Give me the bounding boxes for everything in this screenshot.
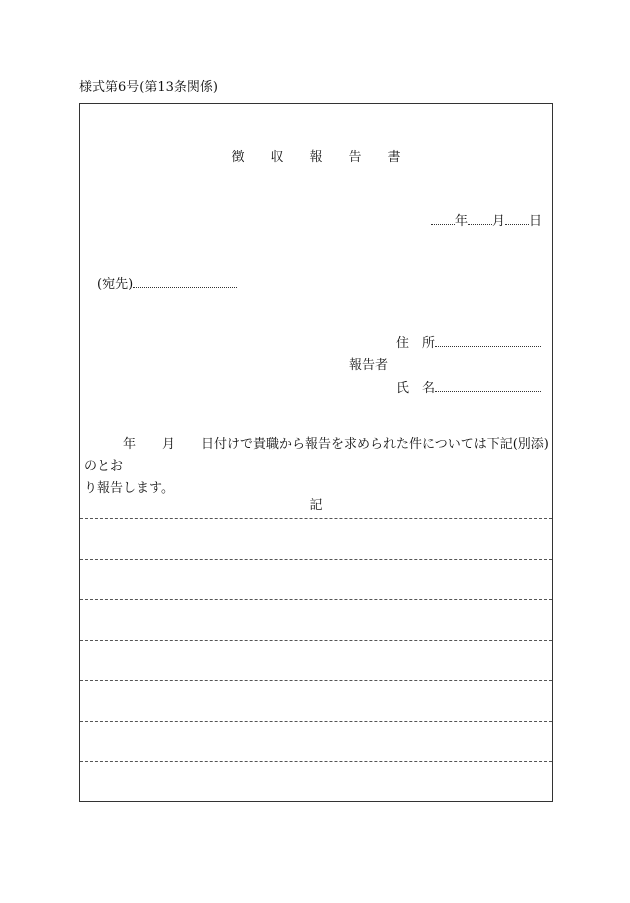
- form-number-label: 様式第6号(第13条関係): [79, 80, 218, 95]
- addressee-blank[interactable]: [133, 275, 237, 288]
- form-frame: [79, 103, 553, 802]
- record-line[interactable]: [80, 640, 552, 641]
- year-blank[interactable]: [431, 212, 455, 225]
- body-line-1: 年 月 日付けで貴職から報告を求められた件については下記(別添)のとお: [84, 437, 549, 474]
- record-line[interactable]: [80, 559, 552, 560]
- reporter-name-row: [396, 379, 541, 395]
- address-blank[interactable]: [435, 334, 541, 347]
- name-blank[interactable]: [435, 379, 541, 392]
- day-blank[interactable]: [505, 212, 529, 225]
- record-line[interactable]: [80, 518, 552, 519]
- record-line[interactable]: [80, 599, 552, 600]
- document-title: 徴 収 報 告 書: [231, 150, 401, 165]
- name-label: 氏 名: [396, 381, 436, 396]
- reporter-label: 報告者: [349, 358, 389, 373]
- body-line-2: り報告します。: [84, 481, 174, 496]
- year-label: 年: [455, 214, 469, 229]
- addressee-line: [97, 275, 237, 291]
- record-line[interactable]: [80, 680, 552, 681]
- date-line: [431, 212, 542, 228]
- ki-label: 記: [309, 498, 323, 513]
- record-line[interactable]: [80, 721, 552, 722]
- address-label: 住 所: [396, 336, 436, 351]
- reporter-address-row: [396, 334, 541, 350]
- month-label: 月: [492, 214, 506, 229]
- addressee-label: (宛先): [97, 277, 134, 292]
- month-blank[interactable]: [468, 212, 492, 225]
- record-line[interactable]: [80, 761, 552, 762]
- day-label: 日: [529, 214, 543, 229]
- report-body-text: [84, 434, 550, 500]
